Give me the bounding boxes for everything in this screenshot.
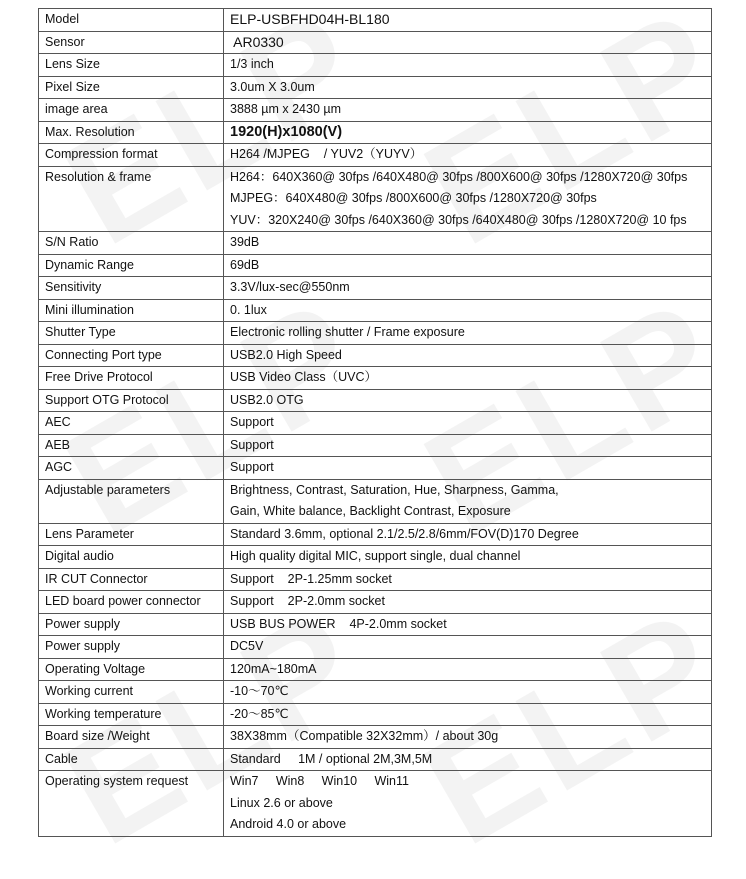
spec-row [39,434,712,457]
spec-value [224,457,712,480]
spec-value [224,322,712,345]
spec-value-line: Support [230,415,274,429]
spec-row [39,726,712,749]
spec-row [39,412,712,435]
spec-value [224,144,712,167]
spec-label: Shutter Type [39,322,224,345]
spec-value-line: Standard 3.6mm, optional 2.1/2.5/2.8/6mm/FOV(D)170 Degree [230,526,579,541]
spec-value [224,389,712,412]
spec-row [39,457,712,480]
spec-label: Power supply [39,613,224,636]
spec-value-line: H264 /MJPEG / YUV2（YUYV） [230,147,423,161]
spec-row [39,591,712,614]
spec-row [39,703,712,726]
spec-value [224,434,712,457]
spec-row [39,479,712,523]
spec-value-line: USB2.0 High Speed [230,347,342,362]
spec-value [224,546,712,569]
spec-value-line: 1/3 inch [230,57,274,71]
spec-value-line: 69dB [230,257,260,272]
spec-row [39,76,712,99]
spec-label: Compression format [39,144,224,167]
spec-value [224,121,712,144]
spec-value [224,412,712,435]
spec-value [224,703,712,726]
spec-label: Working temperature [39,703,224,726]
spec-value [224,277,712,300]
spec-value-line: -20～85℃ [230,706,289,721]
spec-label: Power supply [39,636,224,659]
spec-value-line: Support 2P-1.25mm socket [230,571,392,586]
spec-row [39,121,712,144]
spec-row [39,31,712,54]
spec-value [224,658,712,681]
spec-row [39,748,712,771]
spec-row [39,523,712,546]
spec-value-line: 3888 µm x 2430 µm [230,102,341,116]
spec-label: Dynamic Range [39,254,224,277]
spec-label: Lens Size [39,54,224,77]
spec-label: Mini illumination [39,299,224,322]
spec-row [39,322,712,345]
spec-label: Free Drive Protocol [39,367,224,390]
spec-label: image area [39,99,224,122]
spec-row [39,99,712,122]
spec-label: Pixel Size [39,76,224,99]
spec-row [39,568,712,591]
spec-label: Working current [39,681,224,704]
spec-label: Digital audio [39,546,224,569]
spec-row [39,232,712,255]
spec-value [224,523,712,546]
spec-value-line: ELP-USBFHD04H-BL180 [230,11,390,27]
spec-value-line: High quality digital MIC, support single, dual channel [230,549,521,563]
spec-value-line: Brightness, Contrast, Saturation, Hue, Sharpness, Gamma, [230,482,559,497]
spec-value [224,367,712,390]
spec-label: Operating Voltage [39,658,224,681]
spec-row [39,681,712,704]
spec-label: Max. Resolution [39,121,224,144]
spec-value [224,613,712,636]
spec-label: Cable [39,748,224,771]
spec-value-line: Electronic rolling shutter / Frame exposure [230,325,465,339]
spec-value-line: 3.3V/lux-sec@550nm [230,280,350,294]
spec-label: Operating system request [39,771,224,837]
spec-label: Support OTG Protocol [39,389,224,412]
spec-label: Sensitivity [39,277,224,300]
spec-label: AEB [39,434,224,457]
spec-value-line: Support [230,460,274,474]
spec-value-line: 1920(H)x1080(V) [230,123,343,140]
spec-value-line: 39dB [230,235,260,249]
spec-value-line: USB Video Class（UVC） [230,370,378,384]
spec-value-line: Win7 Win8 Win10 Win11 [230,774,409,788]
spec-row [39,254,712,277]
spec-value-line: 3.0um X 3.0um [230,79,315,94]
spec-label: Model [39,9,224,32]
spec-value-line: AR0330 [230,33,284,50]
spec-value [224,166,712,232]
spec-value-line: Support 2P-2.0mm socket [230,594,385,608]
spec-row [39,277,712,300]
spec-value [224,479,712,523]
spec-table [38,8,712,837]
spec-value [224,681,712,704]
spec-value-line: Support [230,437,274,452]
spec-value-line: USB BUS POWER 4P-2.0mm socket [230,616,447,631]
spec-value-line: 120mA~180mA [230,661,317,676]
spec-row [39,367,712,390]
spec-value-line: Linux 2.6 or above [230,795,333,810]
spec-label: AEC [39,412,224,435]
spec-value-line: MJPEG：640X480@ 30fps /800X600@ 30fps /1280X720@ 30fps [230,191,597,205]
spec-label: Lens Parameter [39,523,224,546]
spec-value-line: YUV：320X240@ 30fps /640X360@ 30fps /640X480@ 30fps /1280X720@ 10 fps [230,212,687,227]
spec-value [224,748,712,771]
spec-label: Board size /Weight [39,726,224,749]
spec-label: Adjustable parameters [39,479,224,523]
spec-row [39,54,712,77]
spec-value-line: Gain, White balance, Backlight Contrast, Exposure [230,504,511,518]
spec-value [224,344,712,367]
spec-value [224,591,712,614]
spec-row [39,636,712,659]
spec-value [224,31,712,54]
spec-value-line: -10～70℃ [230,684,289,698]
spec-label: IR CUT Connector [39,568,224,591]
spec-value [224,771,712,837]
spec-value [224,299,712,322]
spec-value [224,76,712,99]
spec-label: S/N Ratio [39,232,224,255]
spec-row [39,546,712,569]
spec-value [224,726,712,749]
spec-value [224,9,712,32]
spec-row [39,771,712,837]
spec-value [224,232,712,255]
spec-value [224,568,712,591]
spec-label: LED board power connector [39,591,224,614]
spec-row [39,166,712,232]
spec-row [39,9,712,32]
spec-row [39,389,712,412]
spec-value-line: 38X38mm（Compatible 32X32mm）/ about 30g [230,729,499,743]
spec-row [39,613,712,636]
spec-row [39,299,712,322]
spec-label: Resolution & frame [39,166,224,232]
spec-value-line: Android 4.0 or above [230,817,347,831]
spec-label: Sensor [39,31,224,54]
spec-row [39,658,712,681]
spec-value-line: DC5V [230,639,264,653]
spec-value-line: H264：640X360@ 30fps /640X480@ 30fps /800X600@ 30fps /1280X720@ 30fps [230,169,688,184]
spec-value-line: 0. 1lux [230,302,267,317]
spec-row [39,144,712,167]
spec-value [224,54,712,77]
spec-row [39,344,712,367]
spec-value [224,636,712,659]
spec-value-line: Standard 1M / optional 2M,3M,5M [230,751,433,766]
spec-value [224,99,712,122]
spec-label: AGC [39,457,224,480]
spec-label: Connecting Port type [39,344,224,367]
spec-value [224,254,712,277]
spec-value-line: USB2.0 OTG [230,392,304,407]
